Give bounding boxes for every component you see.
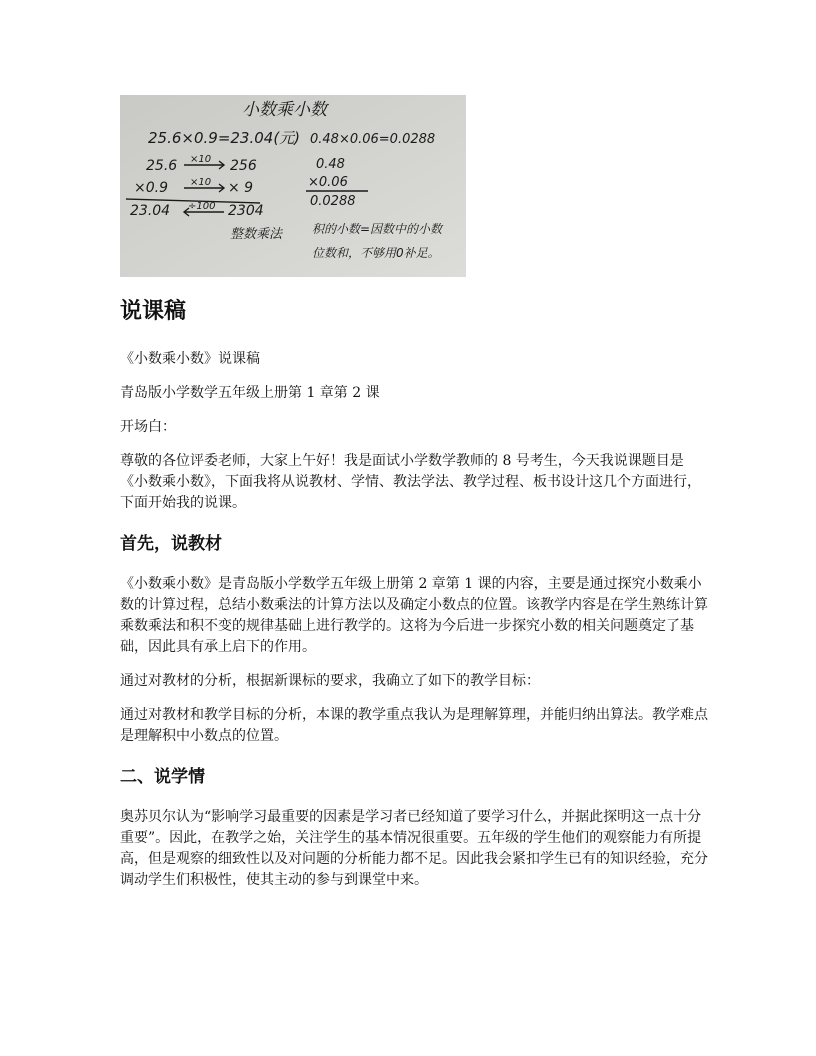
paragraph-textbook: 青岛版小学数学五年级上册第 1 章第 2 课 — [120, 385, 380, 401]
paragraph-opening: 尊敬的各位评委老师，大家上午好！我是面试小学数学教师的 8 号考生，今天我说课题目是《小数乘小数》，下面我将从说教材、学情、教法学法、教学过程、板书设计这几个方面进行，下面开始我的说课。 — [120, 453, 701, 511]
photo-eq1: 25.6×0.9=23.04(元) — [148, 129, 301, 147]
photo-title: 小数乘小数 — [242, 100, 327, 120]
paragraph-opening-label: 开场白： — [120, 419, 176, 435]
paragraph-key-points: 通过对教材和教学目标的分析，本课的教学重点我认为是理解算理，并能归纳出算法。教学难点是理解积中小数点的位置。 — [120, 707, 708, 744]
handwritten-board-photo — [120, 95, 466, 277]
paragraph-lesson-title: 《小数乘小数》说课稿 — [120, 351, 260, 367]
board-photo-drawing — [120, 95, 466, 277]
photo-arrow-3: ÷100 — [188, 201, 216, 212]
heading-students-section: 二、说学情 — [120, 767, 205, 787]
photo-left-1: 25.6 — [146, 158, 178, 174]
paragraph-students: 奥苏贝尔认为“影响学习最重要的因素是学习者已经知道了要学习什么，并据此探明这一点十分重要”。因此，在教学之始，关注学生的基本情况很重要。五年级的学生他们的观察能力有所提高，但是观察的细致性以及对问题的分析能力都不足。因此我会紧扣学生已有的知识经验，充分调动学生们积极性，使其主动的参与到课堂中来。 — [120, 809, 708, 888]
photo-note-right-1: 积的小数=因数中的小数 — [312, 222, 443, 236]
photo-note-right-2: 位数和，不够用0补足。 — [312, 246, 440, 260]
paragraph-textbook-analysis: 《小数乘小数》是青岛版小学数学五年级上册第 2 章第 1 课的内容，主要是通过探究小数乘小数的计算过程，总结小数乘法的计算方法以及确定小数点的位置。该教学内容是在学生熟练计算乘数乘法和积不变的规律基础上进行教学的。这将为今后进一步探究小数的相关问题奠定了基础，因此具有承上启下的作用。 — [120, 576, 708, 655]
heading-textbook-section: 首先，说教材 — [120, 534, 222, 554]
doc-title: 说课稿 — [120, 299, 187, 324]
document-page — [120, 95, 710, 904]
photo-mid-1: 256 — [230, 158, 257, 174]
photo-note-left: 整数乘法 — [230, 227, 283, 242]
photo-mid-2: × 9 — [228, 180, 254, 196]
photo-left-2: ×0.9 — [134, 180, 168, 196]
photo-mid-3: 2304 — [228, 203, 264, 219]
paragraph-goals: 通过对教材的分析，根据新课标的要求，我确立了如下的教学目标： — [120, 673, 540, 689]
photo-eq2: 0.48×0.06=0.0288 — [310, 132, 436, 147]
photo-arrow-2: ×10 — [190, 177, 212, 188]
photo-right-2: ×0.06 — [308, 175, 348, 190]
photo-arrow-1: ×10 — [190, 154, 212, 165]
photo-left-3: 23.04 — [130, 203, 171, 219]
photo-right-3: 0.0288 — [310, 194, 356, 209]
photo-right-1: 0.48 — [316, 157, 345, 172]
